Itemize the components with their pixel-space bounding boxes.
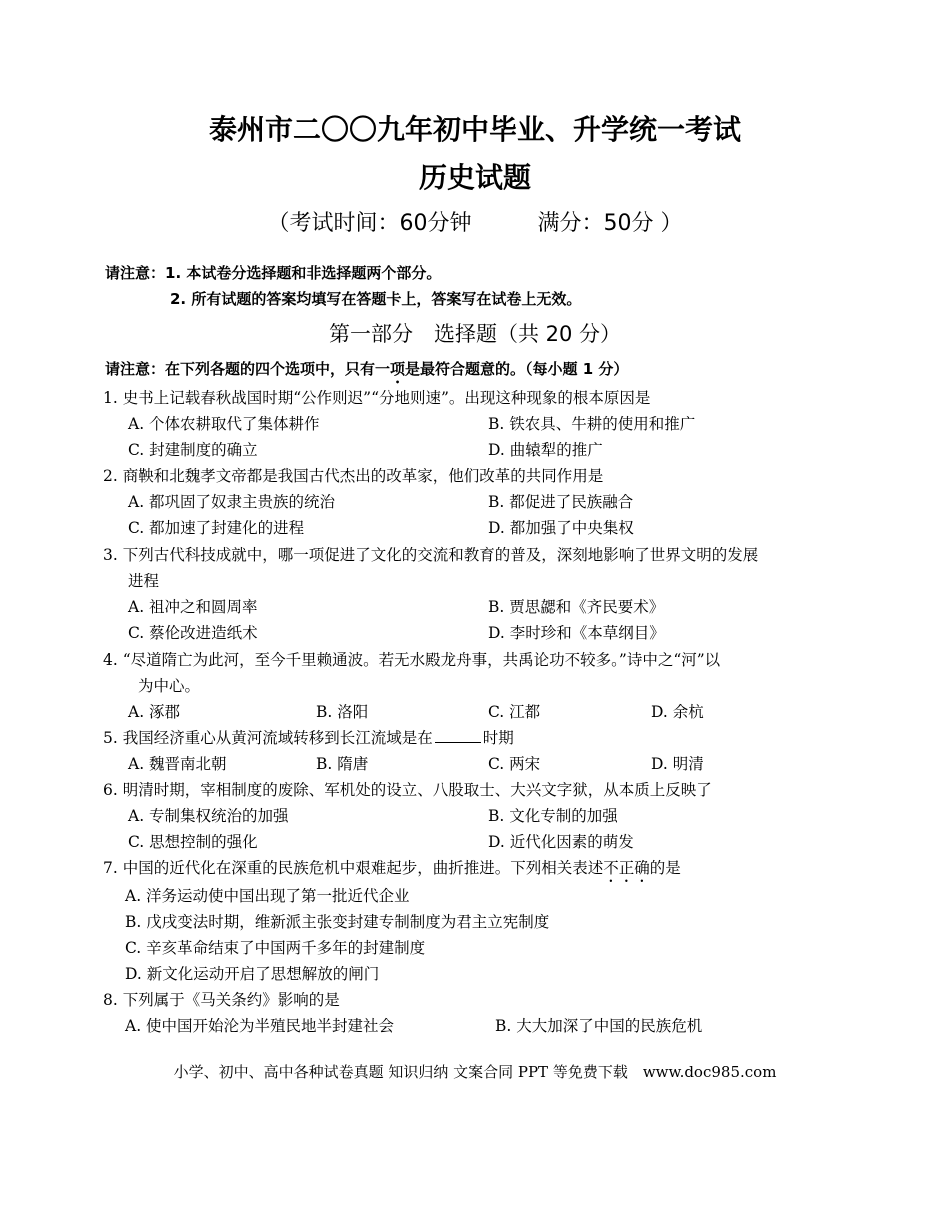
question-5-option-b: B. 隋唐 — [316, 755, 369, 773]
question-5-stem-text: 5. 我国经济重心从黄河流域转移到长江流域是在 — [103, 729, 433, 747]
question-2-option-d: D. 都加强了中央集权 — [488, 519, 634, 537]
question-1-option-c: C. 封建制度的确立 — [128, 441, 258, 459]
notice-label: 请注意： — [105, 264, 166, 282]
question-1-option-b: B. 铁农具、牛耕的使用和推广 — [488, 415, 696, 433]
question-7-stem-text: 7. 中国的近代化在深重的民族危机中艰难起步，曲折推进。下列相关表述 — [103, 859, 604, 877]
question-5-option-d: D. 明清 — [651, 755, 704, 773]
question-6-stem: 6. 明清时期，宰相制度的废除、军机处的设立、八股取士、大兴文字狱，从本质上反映了 — [103, 781, 712, 799]
question-6-option-c: C. 思想控制的强化 — [128, 833, 258, 851]
question-4-stem: 4. “尽道隋亡为此河，至今千里赖通波。若无水殿龙舟事，共禹论功不较多。”诗中之“河”以 — [103, 651, 721, 669]
answer-blank — [435, 728, 481, 743]
question-4-option-a: A. 涿郡 — [128, 703, 181, 721]
question-3-option-a: A. 祖冲之和圆周率 — [128, 598, 258, 616]
question-7-option-a: A. 洋务运动使中国出现了第一批近代企业 — [125, 887, 410, 905]
notice — [105, 262, 441, 283]
question-4-option-b: B. 洛阳 — [316, 703, 369, 721]
question-2-option-c: C. 都加速了封建化的进程 — [128, 519, 305, 537]
question-6-option-a: A. 专制集权统治的加强 — [128, 807, 289, 825]
question-2-option-a: A. 都巩固了奴隶主贵族的统治 — [128, 493, 336, 511]
emphasized-word: 项 — [390, 360, 406, 378]
section-title: 第一部分 选择题（共 20 分） — [328, 322, 622, 346]
question-7-option-c: C. 辛亥革命结束了中国两千多年的封建制度 — [125, 939, 426, 957]
question-8-option-a: A. 使中国开始沦为半殖民地半封建社会 — [125, 1017, 395, 1035]
question-1-option-d: D. 曲辕犁的推广 — [488, 441, 603, 459]
question-6-option-d: D. 近代化因素的萌发 — [488, 833, 634, 851]
question-1-option-a: A. 个体农耕取代了集体耕作 — [128, 415, 320, 433]
question-4-option-d: D. 余杭 — [651, 703, 704, 721]
notice-line-1: 1. 本试卷分选择题和非选择题两个部分。 — [165, 264, 442, 282]
question-5-option-a: A. 魏晋南北朝 — [128, 755, 227, 773]
question-7-option-b: B. 戊戌变法时期，维新派主张变封建专制制度为君主立宪制度 — [125, 913, 550, 931]
question-7-stem — [103, 856, 681, 886]
question-4-stem-cont: 为中心。 — [138, 677, 201, 695]
exam-title: 泰州市二〇〇九年初中毕业、升学统一考试 — [208, 113, 741, 146]
question-5-stem — [103, 726, 514, 748]
question-5-option-c: C. 两宋 — [488, 755, 541, 773]
section-instruction — [105, 358, 628, 387]
question-2-stem: 2. 商鞅和北魏孝文帝都是我国古代杰出的改革家，他们改革的共同作用是 — [103, 467, 604, 485]
question-3-option-b: B. 贾思勰和《齐民要术》 — [488, 598, 665, 616]
footer-text: 小学、初中、高中各种试卷真题 知识归纳 文案合同 PPT 等免费下载 www.doc985.com — [173, 1063, 777, 1081]
question-3-stem: 3. 下列古代科技成就中，哪一项促进了文化的交流和教育的普及，深刻地影响了世界文明的发展 — [103, 546, 759, 564]
question-1-stem: 1. 史书上记载春秋战国时期“公作则迟”“分地则速”。出现这种现象的根本原因是 — [103, 389, 651, 407]
notice-line-2: 2. 所有试题的答案均填写在答题卡上，答案写在试卷上无效。 — [170, 290, 582, 308]
question-8-stem: 8. 下列属于《马关条约》影响的是 — [103, 991, 340, 1009]
instruction-text: 请注意：在下列各题的四个选项中，只有一 — [105, 360, 391, 378]
question-2-option-b: B. 都促进了民族融合 — [488, 493, 634, 511]
question-3-stem-cont: 进程 — [128, 572, 160, 590]
question-6-option-b: B. 文化专制的加强 — [488, 807, 618, 825]
time-score-info: （考试时间：60分钟 满分：50分 ） — [267, 211, 683, 236]
question-7-option-d: D. 新文化运动开启了思想解放的闸门 — [125, 965, 380, 983]
emphasized-word: 不正确 — [603, 859, 650, 877]
question-3-option-d: D. 李时珍和《本草纲目》 — [488, 624, 665, 642]
question-4-option-c: C. 江都 — [488, 703, 541, 721]
question-7-stem-end: 的是 — [649, 859, 681, 877]
question-3-option-c: C. 蔡伦改进造纸术 — [128, 624, 258, 642]
question-5-stem-end: 时期 — [482, 729, 514, 747]
subject-title: 历史试题 — [418, 161, 531, 194]
instruction-text-end: 是最符合题意的。（每小题 1 分） — [405, 360, 629, 378]
question-8-option-b: B. 大大加深了中国的民族危机 — [495, 1017, 703, 1035]
